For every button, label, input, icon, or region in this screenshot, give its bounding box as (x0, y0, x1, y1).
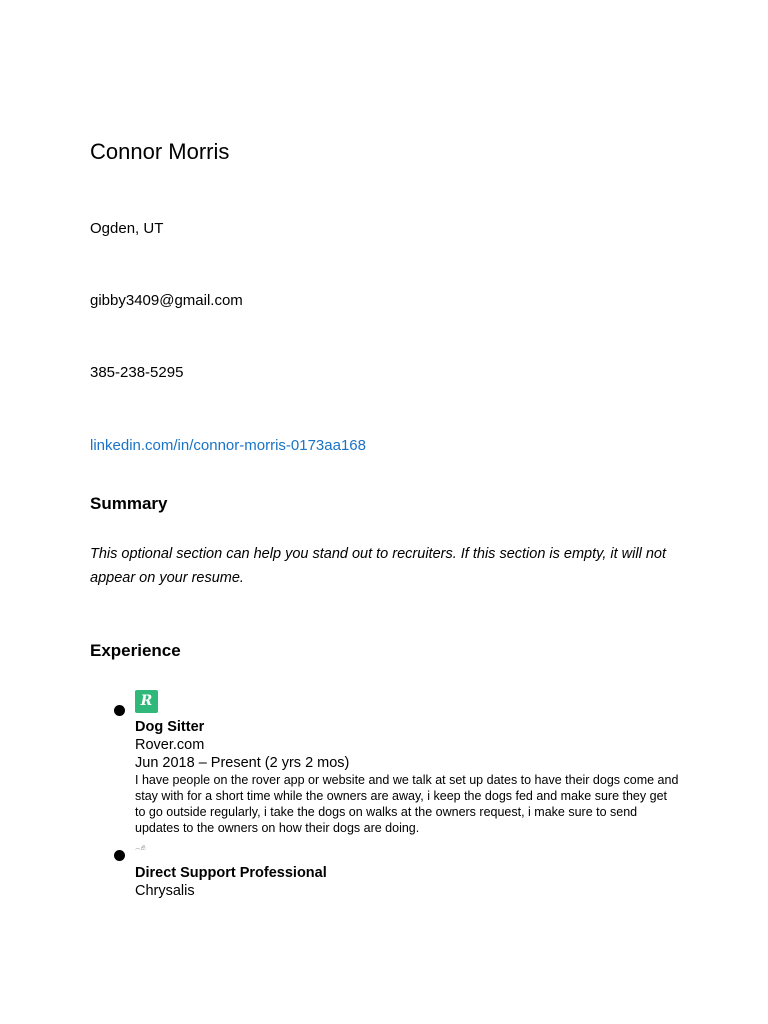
job-dates: Jun 2018 – Present (2 yrs 2 mos) (135, 755, 350, 771)
experience-item (90, 690, 690, 840)
job-description: I have people on the rover app or website and we talk at set up dates to have their dogs come and stay with for a short time while the owners are away, i keep the dogs fed and make sure they get to go outside regularly, i take the dogs on walks at the owners request, i make sure to send updates to the owners on how their dogs are doing. (135, 773, 679, 835)
rover-logo-icon: R (135, 690, 158, 713)
bullet-icon (114, 850, 125, 861)
job-title: Direct Support Professional (135, 865, 327, 881)
candidate-name: Connor Morris (90, 139, 230, 164)
chrysalis-logo-icon: ෴කි (135, 846, 146, 852)
email-text: gibby3409@gmail.com (90, 292, 243, 309)
company-name: Rover.com (135, 737, 205, 753)
experience-heading: Experience (90, 641, 181, 660)
experience-item (90, 845, 690, 905)
location-text: Ogden, UT (90, 220, 164, 237)
linkedin-link[interactable]: linkedin.com/in/connor-morris-0173aa168 (90, 437, 366, 454)
bullet-icon (114, 705, 125, 716)
summary-heading: Summary (90, 494, 168, 513)
company-name: Chrysalis (135, 883, 195, 899)
summary-text: This optional section can help you stand out to recruiters. If this section is empty, it will not appear on your resume. (90, 546, 666, 586)
job-title: Dog Sitter (135, 719, 205, 735)
phone-text: 385-238-5295 (90, 364, 184, 381)
